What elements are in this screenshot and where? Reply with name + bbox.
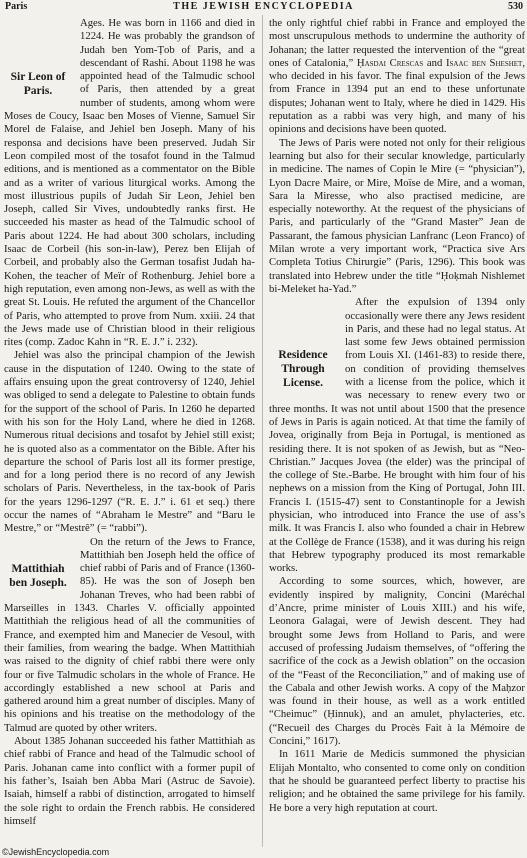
paragraph: In 1611 Marie de Medicis summoned the physician Elijah Montalto, who consented to come only on condition that he should be guaranteed perfect liberty to practise his religion; and he obtained the same privilege for his family. He bore a very high reputation at court.	[269, 748, 525, 814]
text-run: , who decided in his favor. The final expulsion of the Jews from France in 1394 put an end to these unfortunate disputes; Johanan went to Italy, where he died in 1429. His reputation as a rabbi was very high, and many of his opinions and decisions have been quoted.	[269, 56, 525, 136]
running-head-title: Paris	[5, 1, 28, 12]
person-name: Ḥasdai Crescas	[356, 56, 424, 69]
person-name: Isaac ben Sheshet	[445, 56, 523, 69]
page-number: 530	[508, 1, 523, 12]
paragraph	[269, 17, 525, 137]
right-column	[269, 17, 525, 847]
paragraph: About 1385 Johanan succeeded his father Mattithiah as chief rabbi of France and head of the Talmudic school of Paris. Johanan came into conflict with a former pupil of his father’s, Isaiah ben Abba Mari (Astruc de Savoie). Isaiah, himself a rabbi of distinction, arrogated to himself the sole right to ordain the French rabbis. He considered himself	[4, 735, 255, 827]
paragraph: After the expulsion of 1394 only occasionally were there any Jews resident in Paris, and these had no legal status. At last some few Jews obtained permission from Louis XI. (1461-83) to reside there, on condition of providing themselves with a license from the police, which it was necessary to renew every two or three months. It was not until about 1500 that the presence of Jews in Paris is again noticed. At that time the family of Jovea, originally from Beja in Portugal, is mentioned as residing there. It is not spoken of as Jewish, but as “Neo-Christian.” Jacques Jovea (the elder) was the principal of the college of Ste.-Barbe. He brought with him four of his nephews on a mission from the King of Portugal, John III. Francis I. (1515-47) sent to Constantinople for a Jewish physician, who introduced into France the use of ass’s milk. It was Francis I. also who founded a chair in Hebrew at the Collège de France (1538), and it was during his reign that Hebrew typography produced its most remarkable works.	[269, 296, 525, 575]
running-head-encyclopedia: THE JEWISH ENCYCLOPEDIA	[173, 1, 354, 12]
left-column	[4, 17, 255, 847]
side-heading-sir-leon: Sir Leon of Paris.	[10, 71, 66, 97]
paragraph: On the return of the Jews to France, Mattithiah ben Joseph held the office of chief rabbi of Paris and of France (1360-85). He was the son of Joseph ben Johanan Treves, who had been rabbi of Marseilles in 1343. Charles V. officially appointed Mattithiah the religious head of all the communities of France, and exempted him and Manecier de Vesoul, with their families, from wearing the badge. When Mattithiah was raised to the dignity of chief rabbi there were only four or five Talmudic scholars in the whole of France. He accordingly established a new school at Paris and gathered around him a great number of disciples. Many of his opinions and his treatise on the methodology of the Talmud are quoted by other writers.	[4, 535, 255, 734]
text-run: the only rightful chief rabbi in France and employed the most unscrupulous methods to undermine the authority of Johanan; the latter requested the intervention of the “great ones of Catalonia,”	[269, 17, 525, 69]
paragraph: Ages. He was born in 1166 and died in 1224. He was probably the grandson of Judah ben Yom-Ṭob of Paris, and a descendant of Rashi. About 1198 he was appointed head of the Talmudic school of Paris, then attended by a great number of students, among whom were Moses de Coucy, Isaac ben Moses of Vienne, Samuel Sir Morel de Falaise, and Jehiel ben Joseph. Many of his responsa and decisions have been preserved. Judah Sir Leon compiled most of the tosafot found in the Talmud editions, and is mentioned as a commentator on the Bible and as a writer of various liturgical works. Among the most illustrious pupils of Judah Sir Leon, Jehiel ben Joseph, called Sir Vives, undoubtedly ranks first. He succeeded his master as head of the Talmudic school of Paris about 1224. He had about 300 scholars, including Isaac de Corbeil (his son-in-law), Perez ben Elijah of Corbeil, and probably also the German tosafist Judah ha-Kohen, the teacher of Meïr of Rothenburg. Jehiel bore a high reputation, even among non-Jews, as well as with the great St. Louis. He refuted the argument of the Chancellor of Paris, who attempted to prove from Num. xxiii. 24 that the Jews made use of Christian blood in their religious rites (comp. Zadoc Kahn in “R. E. J.” i. 232).	[4, 17, 255, 349]
side-heading-mattithiah: Mattithiah ben Joseph.	[9, 562, 67, 589]
copyright-footer: ©JewishEncyclopedia.com	[2, 847, 110, 857]
paragraph: According to some sources, which, however, are evidently inspired by malignity, Concini (Maréchal d’Ancre, prime minister of Louis XIII.) and his wife, Leonora Galagai, were of Jewish descent. They had brought some Jews from Holland to Paris, and were accused of professing Judaism themselves, of “offering the sacrifice of the cock as a Jewish oblation” on the occasion of the “Feast of the Reconciliation,” and of making use of the Cabala and other Jewish works. A copy of the Maḥzor was found in their house, as well as a work entitled “Cheimuc” (Ḥinnuk), and an amulet, phylacteries, etc. (“Recueil des Charges du Procès Fait à la Mémoire de Concini,” 1617).	[269, 575, 525, 748]
column-divider	[262, 15, 263, 847]
page-header	[0, 0, 527, 13]
text-run: and	[423, 56, 446, 69]
paragraph: Jehiel was also the principal champion of the Jewish cause in the disputation of 1240. Owing to the state of affairs ensuing upon the great controversy of 1240, Jehiel was obliged to send a delegate to Palestine to obtain funds for the support of the school of Paris. In 1260 he departed with his son for the Holy Land, where he died in 1268. Numerous ritual decisions and tosafot by Jehiel still exist; he is quoted also as a commentator on the Bible. After his departure the school of Paris lost all its former prestige, and for a long period there is no record of any Jewish scholars of Paris. Nevertheless, in the tax-book of Paris for the years 1296-1297 (“R. E. J.” i. 61 et seq.) there occur the names of “Abraham le Mestre” and “Baru le Mestre,” or “Mestrê” (= “rabbi”).	[4, 349, 255, 535]
paragraph: The Jews of Paris were noted not only for their religious learning but also for their secular knowledge, particularly in medicine. The names of Copin le Mire (= “physician”), Lyon Dacre Maire, or Mire, Moïse de Mire, and a woman, Sara la Miresse, who also practised medicine, are especially noteworthy. At the request of the physicians of Paris, and particularly of the “Grand Master” Jean de Passarant, the famous physician Lanfranc (Leon Franco) of Milan wrote a very important work, “Practica sive Ars Completa Totius Chirurgie” (Paris, 1296). This book was translated into Hebrew under the title “Ḥoḳmah Nishlemet bi-Meleket ha-Yad.”	[269, 136, 525, 295]
side-heading-residence: Residence Through License.	[278, 349, 328, 390]
